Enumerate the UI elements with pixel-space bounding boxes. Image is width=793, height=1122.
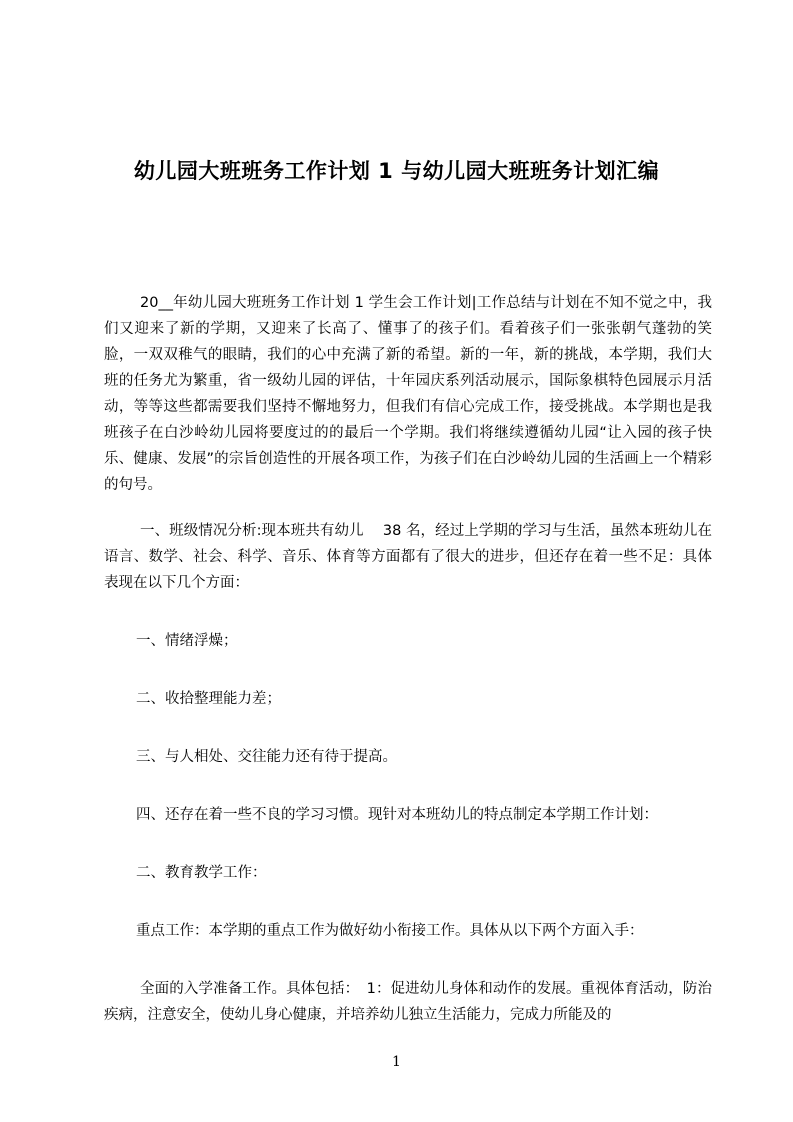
- page-number: 1: [392, 1054, 401, 1070]
- list-item: 四、还存在着一些不良的学习习惯。现针对本班幼儿的特点制定本学期工作计划：: [136, 807, 658, 823]
- list-item: 二、收拾整理能力差；: [136, 691, 281, 707]
- preparation-paragraph: 全面的入学准备工作。具体包括： 1：促进幼儿身体和动作的发展。重视体育活动，防治疾病，注意安全，使幼儿身心健康，并培养幼儿独立生活能力，完成力所能及的: [104, 981, 712, 1023]
- class-analysis-paragraph: 一、班级情况分析:现本班共有幼儿 38 名，经过上学期的学习与生活，虽然本班幼儿在语言、数学、社会、科学、音乐、体育等方面都有了很大的进步，但还存在着一些不足：具体表现在以下几个方面：: [104, 523, 712, 591]
- intro-paragraph: 20__年幼儿园大班班务工作计划 1 学生会工作计划|工作总结与计划在不知不觉之中，我们又迎来了新的学期，又迎来了长高了、懂事了的孩子们。看着孩子们一张张朝气蓬勃的笑脸，一双双稚气的眼睛，我们的心中充满了新的希望。新的一年，新的挑战，本学期，我们大班的任务尤为繁重，省一级幼儿园的评估，十年园庆系列活动展示，国际象棋特色园展示月活动，等等这些都需要我们坚持不懈地努力，但我们有信心完成工作，接受挑战。本学期也是我班孩子在白沙岭幼儿园将要度过的的最后一个学期。我们将继续遵循幼儿园“让入园的孩子快乐、健康、发展”的宗旨创造性的开展各项工作，为孩子们在白沙岭幼儿园的生活画上一个精彩的句号。: [104, 295, 712, 493]
- key-work-paragraph: 重点工作：本学期的重点工作为做好幼小衔接工作。具体从以下两个方面入手：: [136, 923, 644, 939]
- document-body: [104, 290, 712, 1028]
- section-heading: 二、教育教学工作：: [136, 865, 267, 881]
- list-item: 一、情绪浮燥；: [136, 633, 238, 649]
- document-title: 幼儿园大班班务工作计划 1 与幼儿园大班班务计划汇编: [133, 159, 660, 184]
- list-item: 三、与人相处、交往能力还有待于提高。: [136, 749, 397, 765]
